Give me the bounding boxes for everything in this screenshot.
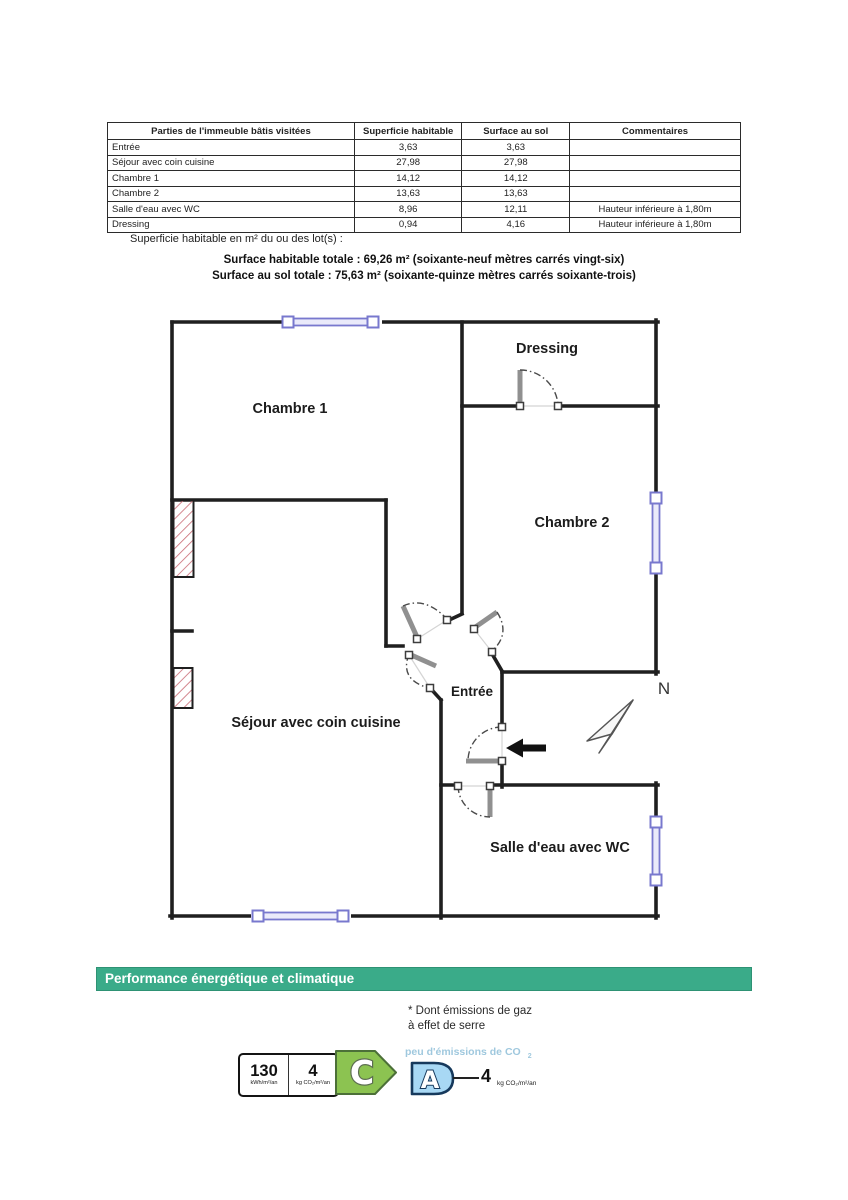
ges-value: 4: [481, 1066, 492, 1086]
ges-class-letter: A: [420, 1066, 440, 1094]
cell: Salle d'eau avec WC: [108, 202, 355, 218]
cell: 8,96: [354, 202, 462, 218]
cell: Hauteur inférieure à 1,80m: [570, 202, 741, 218]
cell: 3,63: [462, 140, 570, 156]
cell: 27,98: [354, 155, 462, 171]
room-label-dressing: Dressing: [515, 341, 579, 357]
duct-hatch: [174, 668, 193, 708]
dpe-co2-cell: [288, 1055, 337, 1095]
table-row: [108, 140, 741, 156]
dpe-energy-value: 130: [250, 1062, 278, 1081]
floor-plan: [160, 312, 675, 927]
dpe-energy-unit: kWh/m²/an: [250, 1080, 278, 1087]
cell: [570, 186, 741, 202]
table-row: [108, 171, 741, 187]
ghg-note: [408, 1004, 532, 1033]
cell: 14,12: [354, 171, 462, 187]
table-header-row: [108, 123, 741, 140]
cell: 14,12: [462, 171, 570, 187]
cell: 13,63: [462, 186, 570, 202]
table-row: [108, 186, 741, 202]
room-label-sejour: Séjour avec coin cuisine: [231, 715, 401, 731]
performance-banner: Performance énergétique et climatique: [96, 967, 752, 991]
dpe-class-letter: C: [349, 1053, 375, 1092]
window: [649, 817, 663, 887]
dpe-badge: [238, 1053, 339, 1097]
duct-hatch: [174, 500, 194, 577]
cell: [570, 155, 741, 171]
cell: 13,63: [354, 186, 462, 202]
surface-table: [107, 122, 741, 233]
cell: 27,98: [462, 155, 570, 171]
col-header: Surface au sol: [462, 123, 570, 140]
ges-class-badge: [409, 1061, 456, 1096]
window: [251, 909, 351, 923]
cell: [570, 171, 741, 187]
window: [283, 315, 383, 329]
north-label: N: [657, 679, 671, 698]
room-label-entree: Entrée: [450, 684, 494, 699]
cell: Hauteur inférieure à 1,80m: [570, 217, 741, 233]
ges-connector: [453, 1077, 479, 1079]
cell: 12,11: [462, 202, 570, 218]
col-header: Commentaires: [570, 123, 741, 140]
ghg-note-line1: * Dont émissions de gaz: [408, 1005, 533, 1017]
cell: [570, 140, 741, 156]
col-header: Superficie habitable: [354, 123, 462, 140]
ges-unit: kg CO₂/m²/an: [497, 1080, 537, 1087]
ghg-note-line2: à effet de serre: [408, 1019, 486, 1032]
room-label-salle-eau: Salle d'eau avec WC: [490, 840, 630, 856]
co2-caption-text: peu d'émissions de CO: [405, 1046, 521, 1058]
north-arrow-icon: [587, 700, 633, 753]
door-openings: [409, 406, 558, 786]
dpe-co2-unit: kg CO₂/m²/an: [296, 1080, 330, 1087]
table-row: [108, 202, 741, 218]
summary-habitable-total: Surface habitable totale : 69,26 m² (soixante-neuf mètres carrés vingt-six): [223, 254, 625, 266]
co2-caption-subscript: 2: [527, 1053, 532, 1060]
entrance-arrow-icon: [506, 739, 546, 758]
dpe-class-arrow: [334, 1048, 398, 1097]
surface-table-wrap: [107, 122, 741, 233]
cell: Chambre 1: [108, 171, 355, 187]
dpe-energy-cell: [240, 1055, 288, 1095]
cell: Dressing: [108, 217, 355, 233]
cell: Entrée: [108, 140, 355, 156]
summary-floor-total: Surface au sol totale : 75,63 m² (soixante-quinze mètres carrés soixante-trois): [212, 270, 636, 282]
cell: Séjour avec coin cuisine: [108, 155, 355, 171]
table-row: [108, 217, 741, 233]
co2-emission-caption: [405, 1046, 532, 1058]
cell: Chambre 2: [108, 186, 355, 202]
cell: 4,16: [462, 217, 570, 233]
room-label-chambre1: Chambre 1: [252, 401, 328, 417]
door-hinges: [406, 403, 562, 790]
col-header: Parties de l'immeuble bâtis visitées: [108, 123, 355, 140]
summary-intro: Superficie habitable en m² du ou des lot(s) :: [130, 233, 343, 245]
table-row: [108, 155, 741, 171]
room-label-chambre2: Chambre 2: [534, 515, 610, 531]
walls: [170, 320, 658, 918]
window: [649, 493, 663, 575]
dpe-co2-value: 4: [308, 1062, 318, 1081]
cell: 3,63: [354, 140, 462, 156]
cell: 0,94: [354, 217, 462, 233]
